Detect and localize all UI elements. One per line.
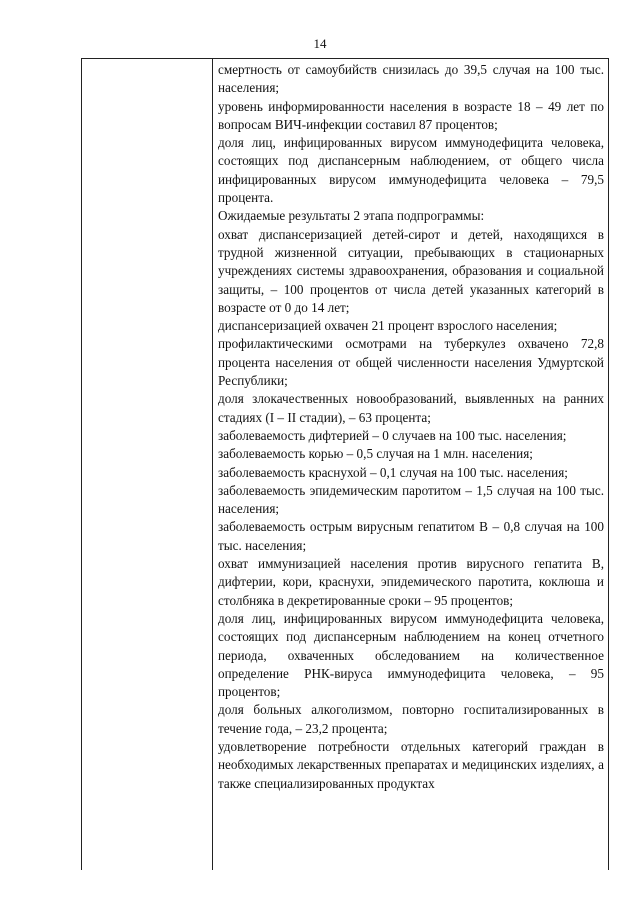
page-number: 14 bbox=[313, 36, 327, 51]
paragraph: доля злокачественных новообразований, выявленных на ранних стадиях (I – II стадии), – 63 процента; bbox=[218, 391, 604, 425]
paragraph: смертность от самоубийств снизилась до 39,5 случая на 100 тыс. населения; bbox=[218, 62, 604, 96]
paragraph: доля больных алкоголизмом, повторно госпитализированных в течение года, – 23,2 процента; bbox=[218, 702, 604, 736]
paragraph: профилактическими осмотрами на туберкулез охвачено 72,8 процента населения от общей численности населения Удмуртской Республики; bbox=[218, 336, 604, 389]
paragraph: охват иммунизацией населения против вирусного гепатита В, дифтерии, кори, краснухи, эпидемического паротита, коклюша и столбняка в декретированные сроки – 95 процентов; bbox=[218, 556, 604, 608]
paragraph: заболеваемость корью – 0,5 случая на 1 млн. населения; bbox=[218, 446, 533, 462]
paragraph: доля лиц, инфицированных вирусом иммунодефицита человека, состоящих под диспансерным наблюдением на конец отчетного периода, охваченных обследованием на количественное определение РНК-вируса иммунодефицита человека, – 95 процентов; bbox=[218, 610, 604, 700]
paragraph: доля лиц, инфицированных вирусом иммунодефицита человека, состоящих под диспансерным наблюдением, от общего числа инфицированных вирусом иммунодефицита человека – 79,5 процента. bbox=[218, 135, 604, 206]
paragraph: диспансеризацией охвачен 21 процент взрослого населения; bbox=[218, 318, 558, 334]
paragraph: заболеваемость краснухой – 0,1 случая на 100 тыс. населения; bbox=[218, 464, 568, 480]
section-heading: Ожидаемые результаты 2 этапа подпрограммы: bbox=[218, 208, 485, 224]
paragraph: заболеваемость дифтерией – 0 случаев на 100 тыс. населения; bbox=[218, 427, 567, 443]
paragraph: удовлетворение потребности отдельных категорий граждан в необходимых лекарственных препаратах и медицинских изделиях, а также специализированных продуктах bbox=[218, 738, 604, 791]
paragraph: заболеваемость острым вирусным гепатитом В – 0,8 случая на 100 тыс. населения; bbox=[218, 519, 604, 553]
paragraph: уровень информированности населения в возрасте 18 – 49 лет по вопросам ВИЧ-инфекции составил 87 процентов; bbox=[218, 98, 604, 132]
paragraph: заболеваемость эпидемическим паротитом – 1,5 случая на 100 тыс. населения; bbox=[218, 482, 604, 517]
table-right-column bbox=[213, 59, 608, 870]
table-left-column bbox=[82, 59, 213, 870]
document-table bbox=[81, 58, 609, 870]
paragraph: охват диспансеризацией детей-сирот и детей, находящихся в трудной жизненной ситуации, пребывающих в стационарных учреждениях системы здравоохранения, образования и социальной защиты, – 100 процентов от числа детей указанных категорий в возрасте от 0 до 14 лет; bbox=[218, 226, 604, 315]
